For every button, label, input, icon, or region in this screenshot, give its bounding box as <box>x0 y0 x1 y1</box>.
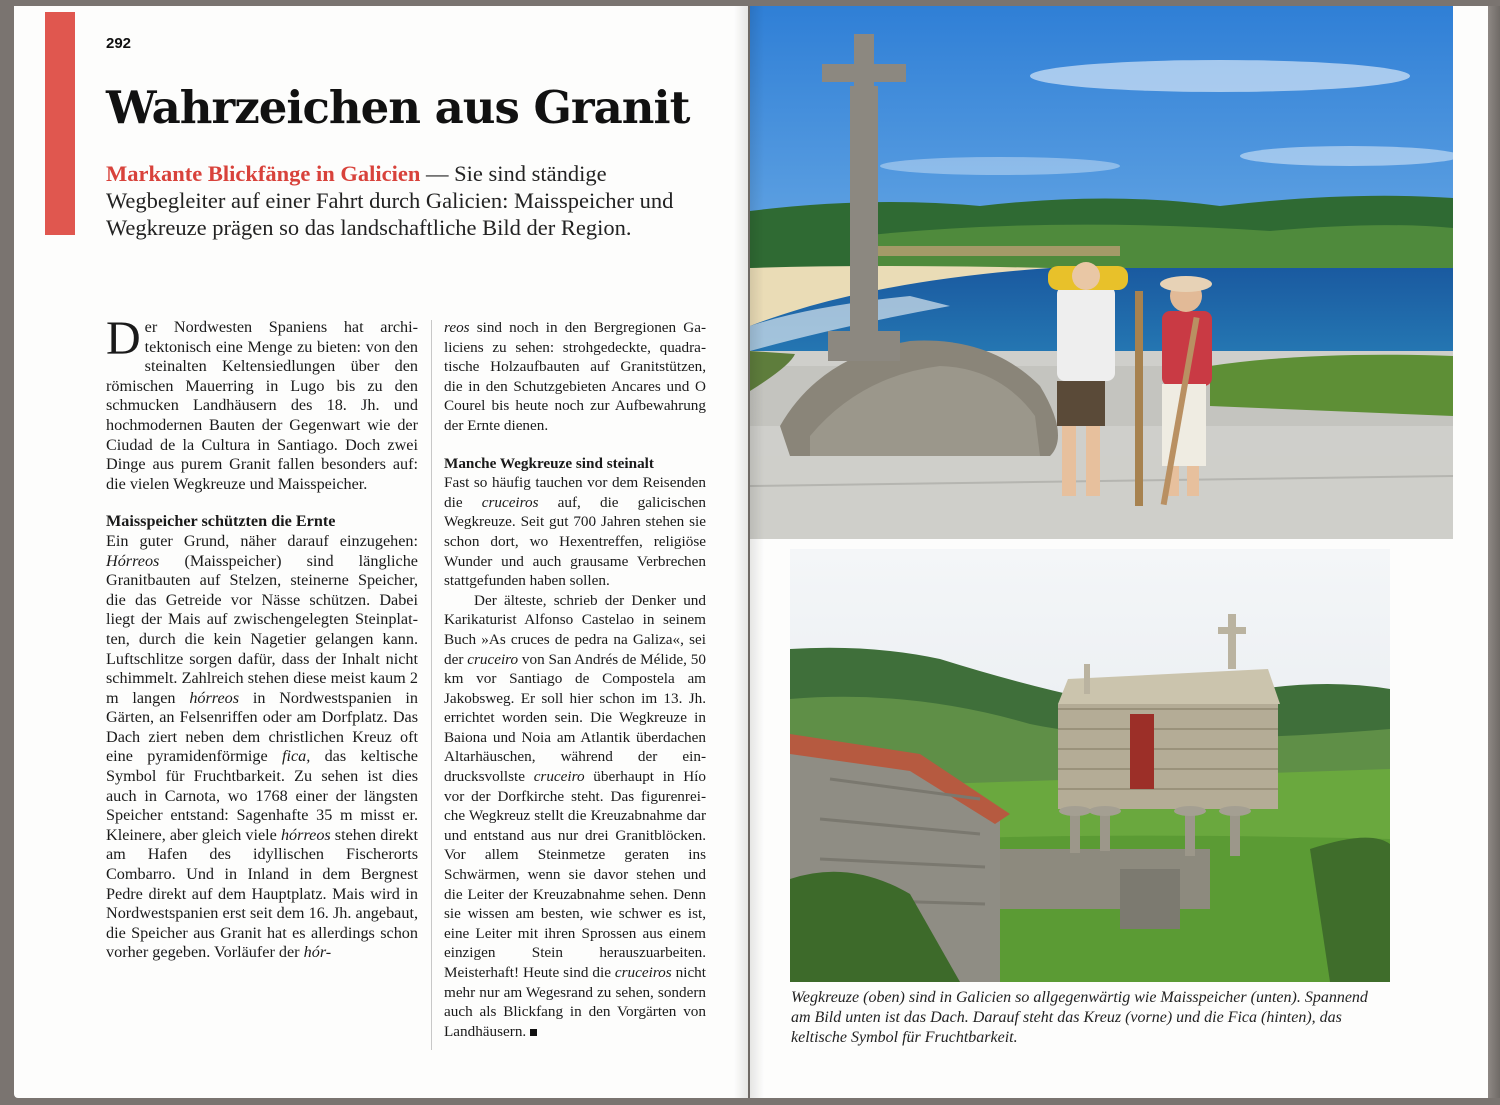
accent-bar <box>45 12 75 235</box>
body-italic: fica, <box>281 747 311 766</box>
body-text: auf, die galicischen Wegkreuze. Seit gut 700 Jahren stehen sie schon dort, wo Hexentreffen, religiöse Wunder und auch grausame Verbrechen stattgefunden haben sollen. <box>444 493 706 590</box>
body-text: (Maisspeicher) sind längliche Granitbauten auf Stelzen, steinerne Speicher, die das Getreide vor Nässe schützen. Dabei liegt der Mais auf zwischengelegten Steinplatten, durch die kein Nagetier gelangen kann. Luftschlitze sorgen dafür, dass der Inhalt nicht schimmelt. Zahlreich stehen diese meist kaum 2 m langen <box>106 551 418 707</box>
body-text: von San Andrés de Mélide, 50 km vor Santiago de Compostela am Jakobsweg. Er soll hier schon im 13. Jh. errichtet worden sein. Die Wegkreuze in Baiona und Noia am Atlantik überdachen Altarhäuschen, während der eindrucksvollste <box>444 650 706 786</box>
body-text: nicht mehr nur am Wegesrand zu sehen, sondern auch als Blickfang in den Vorgärten von Landhäusern. <box>444 964 706 1040</box>
book-page-stack <box>1488 6 1500 1098</box>
photo-caption: Wegkreuze (oben) sind in Galicien so allgegenwärtig wie Maisspeicher (unten). Spannend am Bild unten ist das Dach. Darauf steht das Kreuz (vorne) und die Fica (hinten), das keltische Symbol für Fruchtbarkeit. <box>791 989 1368 1046</box>
hoerreos-paragraph <box>106 532 418 963</box>
column-divider <box>431 320 432 1050</box>
cruceiros-paragraph-1 <box>444 473 706 591</box>
book-gutter-shadow <box>734 6 764 1098</box>
lead-text: — Sie sind ständige Wegbegleiter auf einer Fahrt durch Galicien: Maisspeicher und Wegkreuze prägen so das landschaftliche Bild der Region. <box>106 161 674 240</box>
end-of-article-mark <box>530 1029 537 1036</box>
body-italic: cruceiro <box>467 650 519 668</box>
section-heading-cruceiros: Manche Wegkreuze sind steinalt <box>444 454 654 472</box>
lead-paragraph <box>106 160 716 241</box>
body-italic: reos <box>444 319 470 336</box>
body-italic: cruceiros <box>614 964 672 981</box>
photo-horreo-art <box>790 549 1390 982</box>
intro-text: er Nordwesten Spaniens hat architektonisch eine Menge zu bieten: von den steinalten Keltensiedlungen über den römischen Mauerring in Lugo bis zu den schmucken Landhäusern des 18. Jh. und hochmodernen Bauten der Gegenwart wie der Ciudad de la Cultura in Santiago. Doch zwei Dinge aus purem Granit fallen besonders auf: die vielen Wegkreuze und Maisspeicher. <box>106 318 418 493</box>
left-text-column <box>106 312 418 963</box>
cruceiros-paragraph-2 <box>444 591 706 1042</box>
section-heading-hoerreos: Maisspeicher schützten die Ernte <box>106 512 336 531</box>
body-text: überhaupt in Hío vor der Dorfkirche steht. Das figurenreiche Wegkreuz stellt die Kreuzabnahme dar und entstand aus nur drei Granitblöcken. Vor allem Steinmetze geraten ins Schwärmen, wenn sie davor stehen und die Leiter der Kreuzabnahme sehen. Denn sie wissen am besten, wie schwer es ist, eine Leiter mit ihren Sprossen aus einem einzigen Stein herauszuarbeiten. Meisterhaft! Heute sind die <box>444 768 706 981</box>
body-italic: hór- <box>303 943 332 962</box>
body-italic: cruceiro <box>533 768 585 786</box>
body-italic: hórreos <box>280 825 331 844</box>
body-text: das keltische Symbol für Fruchtbarkeit. Zu sehen ist dies auch in Carnota, wo 1768 einer der längsten Speicher entstand: Sagenhafte 35 m misst er. Kleinere, aber gleich viele <box>106 747 418 844</box>
body-italic: cruceiros <box>481 493 539 511</box>
body-italic: Hórreos <box>106 551 160 570</box>
continued-paragraph <box>444 318 706 436</box>
intro-paragraph <box>106 312 418 494</box>
photo-cruceiro-pilgrims-art <box>750 6 1453 539</box>
right-text-column <box>444 318 706 1041</box>
body-text: stehen direkt am Hafen des idyllischen Fischerorts Combarro. Und in Inland in dem Bergnest Pedre direkt auf dem Hauptplatz. Mais wird in Nordwestspanien erst seit dem 16. Jh. angebaut, die Speicher aus Granit hat es allerdings schon vorher gegeben. Vorläufer der <box>106 825 418 962</box>
article-title: Wahrzeichen aus Granit <box>106 81 690 134</box>
photo-horreo <box>790 549 1390 982</box>
page-number: 292 <box>106 35 132 52</box>
body-text: Ein guter Grund, näher darauf einzugehen: <box>106 531 418 550</box>
body-text: Der älteste, schrieb der Denker und Karikaturist Alfonso Castelao in seinem Buch »As cruces de pedra na Galiza«, sei der <box>444 591 706 668</box>
body-text: in Nordwestspanien in Gärten, an Felsenriffen oder am Dorfplatz. Das Dach ziert neben dem christlichen Kreuz oft eine pyramidenförmige <box>106 688 418 766</box>
body-italic: hórreos <box>189 688 240 707</box>
drop-cap: D <box>106 312 141 365</box>
body-text: Fast so häufig tauchen vor dem Reisenden die <box>444 474 706 511</box>
lead-kicker: Markante Blickfänge in Galicien <box>106 161 421 186</box>
body-text: sind noch in den Bergregionen Galiciens zu sehen: strohgedeckte, quadratische Holzaufbauten auf Granitstützen, die in den Schutzgebieten Ancares und O Courel bis heute noch zur Aufbewahrung der Ernte dienen. <box>444 319 706 434</box>
photo-cruceiro-pilgrims <box>750 6 1453 539</box>
